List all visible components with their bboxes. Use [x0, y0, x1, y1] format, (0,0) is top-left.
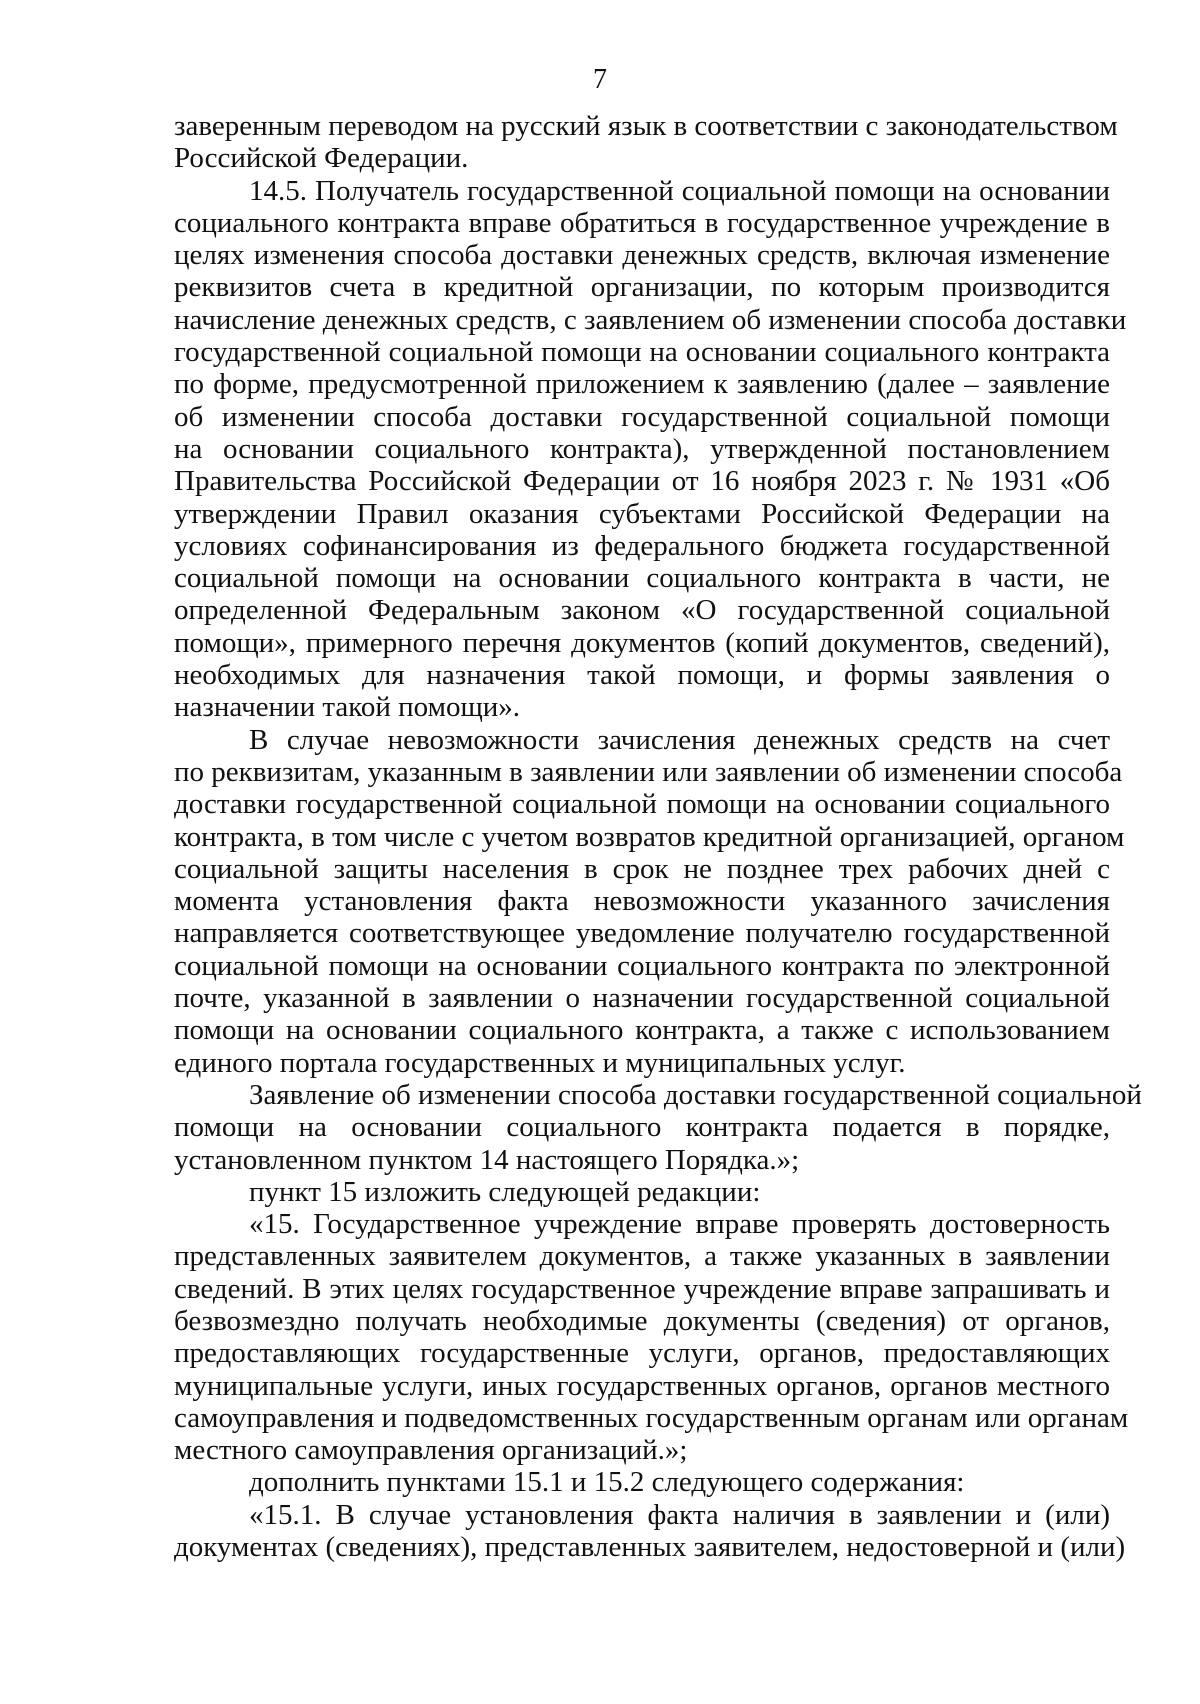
text-line: предоставляющих государственные услуги, органов, предоставляющих: [174, 1337, 1110, 1370]
text-line: социального контракта вправе обратиться в государственное учреждение в: [174, 206, 1110, 239]
paragraph: [174, 1078, 1142, 1176]
text-line: помощи», примерного перечня документов (копий документов, сведений),: [174, 626, 1110, 659]
text-line: местного самоуправления организаций.»;: [174, 1434, 688, 1467]
text-line: «15.1. В случае установления факта наличия в заявлении и (или): [249, 1498, 1110, 1531]
text-line: муниципальные услуги, иных государственных органов, органов местного: [174, 1369, 1110, 1402]
text-line: утверждении Правил оказания субъектами Российской Федерации на: [174, 497, 1110, 530]
text-line: момента установления факта невозможности указанного зачисления: [174, 885, 1110, 918]
text-line: документах (сведениях), представленных заявителем, недостоверной и (или): [174, 1531, 1126, 1564]
text-line: доставки государственной социальной помощи на основании социального: [174, 788, 1110, 821]
text-line: реквизитов счета в кредитной организации, по которым производится: [174, 271, 1110, 304]
text-line: сведений. В этих целях государственное учреждение вправе запрашивать и: [174, 1272, 1110, 1305]
text-line: государственной социальной помощи на основании социального контракта: [174, 336, 1110, 369]
text-line: 14.5. Получатель государственной социальной помощи на основании: [249, 174, 1110, 207]
text-line: помощи на основании социального контракта, а также с использованием: [174, 1014, 1110, 1047]
text-line: Правительства Российской Федерации от 16 ноября 2023 г. № 1931 «Об: [174, 465, 1110, 498]
text-line: контракта, в том числе с учетом возвратов кредитной организацией, органом: [174, 820, 1125, 853]
text-line: направляется соответствующее уведомление получателю государственной: [174, 917, 1110, 950]
text-line: представленных заявителем документов, а также указанных в заявлении: [174, 1240, 1110, 1273]
text-line: по форме, предусмотренной приложением к заявлению (далее – заявление: [174, 368, 1110, 401]
paragraph: [174, 1176, 1110, 1208]
text-line: на основании социального контракта), утвержденной постановлением: [174, 432, 1110, 465]
text-line: установленном пунктом 14 настоящего Порядка.»;: [174, 1143, 800, 1176]
text-line: об изменении способа доставки государственной социальной помощи: [174, 400, 1110, 433]
text-line: начисление денежных средств, с заявлением об изменении способа доставки: [174, 303, 1127, 336]
text-line: заверенным переводом на русский язык в соответствии с законодательством: [174, 110, 1118, 142]
paragraph: [174, 174, 1127, 724]
paragraph: [174, 1208, 1129, 1467]
text-line: «15. Государственное учреждение вправе проверять достоверность: [249, 1208, 1110, 1241]
text-line: почте, указанной в заявлении о назначении государственной социальной: [174, 982, 1110, 1015]
document-body: [174, 110, 1142, 1564]
text-line: условиях софинансирования из федерального бюджета государственной: [174, 529, 1110, 562]
text-line: социальной помощи на основании социального контракта в части, не: [174, 562, 1110, 595]
text-line: Российской Федерации.: [174, 142, 469, 175]
text-line: назначении такой помощи».: [174, 691, 521, 724]
text-line: В случае невозможности зачисления денежных средств на счет: [249, 723, 1110, 756]
text-line: безвозмездно получать необходимые документы (сведения) от органов,: [174, 1304, 1110, 1337]
paragraph: [174, 1466, 1110, 1498]
page-number: 7: [593, 64, 607, 95]
text-line: единого портала государственных и муниципальных услуг.: [174, 1046, 906, 1079]
paragraph: [174, 1498, 1126, 1564]
text-line: пункт 15 изложить следующей редакции:: [249, 1175, 761, 1208]
text-line: Заявление об изменении способа доставки государственной социальной: [249, 1078, 1142, 1111]
text-line: самоуправления и подведомственных государственным органам или органам: [174, 1401, 1129, 1434]
text-line: социальной защиты населения в срок не позднее трех рабочих дней с: [174, 852, 1110, 885]
text-line: дополнить пунктами 15.1 и 15.2 следующего содержания:: [249, 1466, 965, 1499]
paragraph: [174, 723, 1125, 1079]
paragraph: [174, 110, 1118, 175]
text-line: целях изменения способа доставки денежных средств, включая изменение: [174, 239, 1110, 272]
text-line: по реквизитам, указанным в заявлении или заявлении об изменении способа: [174, 755, 1123, 788]
text-line: необходимых для назначения такой помощи, и формы заявления о: [174, 659, 1110, 692]
text-line: помощи на основании социального контракта подается в порядке,: [174, 1111, 1110, 1144]
text-line: социальной помощи на основании социального контракта по электронной: [174, 949, 1110, 982]
text-line: определенной Федеральным законом «О государственной социальной: [174, 594, 1110, 627]
